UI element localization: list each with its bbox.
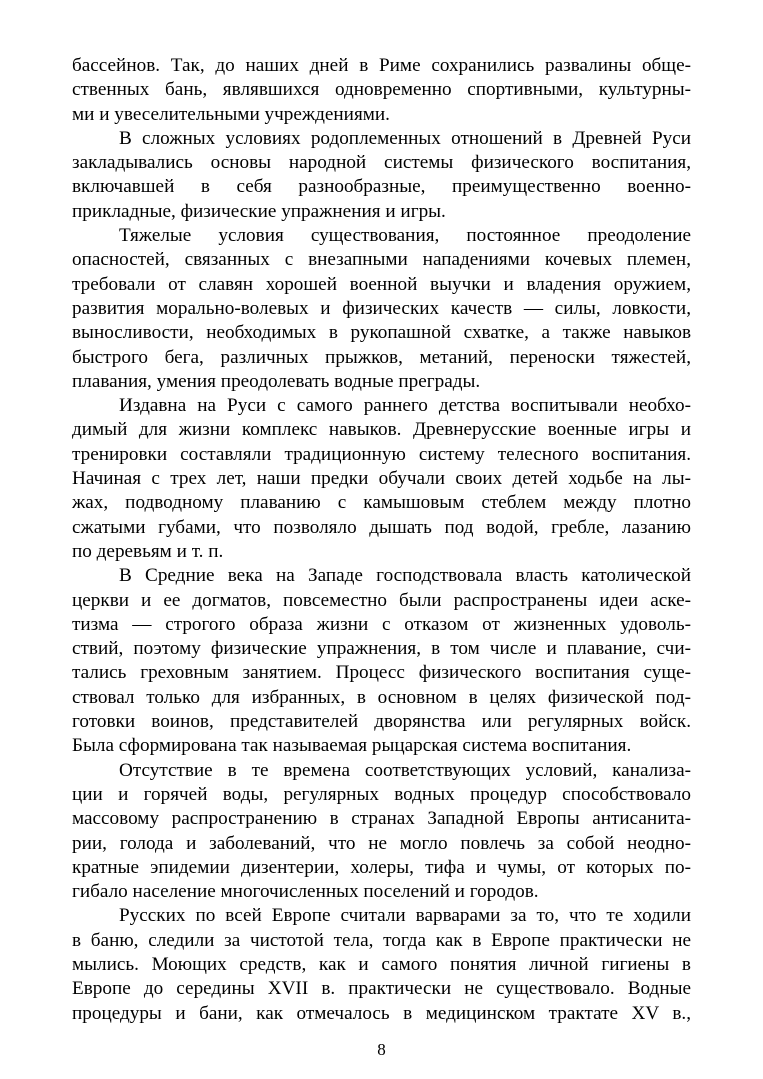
text-line: сжатыми губами, что позволяло дышать под водой, гребле, лазанию	[72, 516, 691, 538]
paragraph	[72, 54, 691, 127]
text-line: бассейнов. Так, до наших дней в Риме сохранились развалины обще-	[72, 55, 691, 76]
page-number: 8	[377, 1040, 386, 1059]
paragraph	[72, 127, 691, 224]
page-body	[72, 54, 691, 1026]
text-line: Была сформирована так называемая рыцарская система воспитания.	[72, 735, 632, 757]
text-line: ми и увеселительными учреждениями.	[72, 103, 390, 125]
text-line: массовому распространению в странах Западной Европы антисанита-	[72, 808, 691, 830]
text-line: опасностей, связанных с внезапными нападениями кочевых племен,	[72, 249, 691, 271]
paragraph	[72, 904, 691, 1025]
text-line: церкви и ее догматов, повсеместно были распространены идеи аске-	[72, 589, 691, 611]
text-line: развития морально-волевых и физических качеств — силы, ловкости,	[72, 297, 691, 319]
text-line: по деревьям и т. п.	[72, 540, 224, 562]
text-line: Тяжелые условия существования, постоянное преодоление	[119, 225, 691, 247]
text-line: включавшей в себя разнообразные, преимущественно военно-	[72, 176, 691, 198]
text-line: ственных бань, являвшихся одновременно спортивными, культурны-	[72, 79, 691, 101]
text-line: ствий, поэтому физические упражнения, в том числе и плавание, счи-	[72, 638, 691, 660]
paragraph	[72, 759, 691, 905]
text-line: жах, подводному плаванию с камышовым стеблем между плотно	[72, 492, 691, 514]
text-line: димый для жизни комплекс навыков. Древнерусские военные игры и	[72, 419, 691, 441]
text-line: в баню, следили за чистотой тела, тогда как в Европе практически не	[72, 929, 691, 951]
text-line: В Средние века на Западе господствовала власть католической	[119, 565, 691, 587]
text-line: готовки воинов, представителей дворянства или регулярных войск.	[72, 711, 691, 733]
text-line: выносливости, необходимых в рукопашной схватке, а также навыков	[72, 322, 691, 344]
text-line: Отсутствие в те времена соответствующих условий, канализа-	[119, 759, 691, 781]
text-line: тались греховным занятием. Процесс физического воспитания суще-	[72, 662, 691, 684]
text-line: кратные эпидемии дизентерии, холеры, тифа и чумы, от которых по-	[72, 856, 691, 878]
paragraph	[72, 394, 691, 564]
text-line: процедуры и бани, как отмечалось в медицинском трактате XV в.,	[72, 1002, 691, 1024]
text-line: плавания, умения преодолевать водные преграды.	[72, 370, 481, 392]
text-line: закладывались основы народной системы физического воспитания,	[72, 152, 691, 174]
text-line: В сложных условиях родоплеменных отношений в Древней Руси	[119, 127, 691, 149]
text-line: Издавна на Руси с самого раннего детства воспитывали необхо-	[119, 395, 691, 417]
paragraph	[72, 564, 691, 758]
text-line: тизма — строгого образа жизни с отказом от жизненных удоволь-	[72, 613, 691, 635]
text-line: Начиная с трех лет, наши предки обучали своих детей ходьбе на лы-	[72, 468, 691, 490]
text-line: быстрого бега, различных прыжков, метаний, переноски тяжестей,	[72, 346, 691, 368]
text-line: рии, голода и заболеваний, что не могло повлечь за собой неодно-	[72, 832, 691, 854]
text-line: мылись. Моющих средств, как и самого понятия личной гигиены в	[72, 953, 691, 975]
text-line: ции и горячей воды, регулярных водных процедур способствовало	[72, 783, 691, 805]
text-line: прикладные, физические упражнения и игры.	[72, 200, 446, 222]
text-line: Европе до середины XVII в. практически не существовало. Водные	[72, 978, 691, 1000]
paragraph	[72, 224, 691, 394]
text-line: ствовал только для избранных, в основном в целях физической под-	[72, 686, 691, 708]
text-line: требовали от славян хорошей военной выучки и владения оружием,	[72, 273, 691, 295]
text-line: гибало население многочисленных поселений и городов.	[72, 881, 539, 903]
text-line: Русских по всей Европе считали варварами за то, что те ходили	[119, 905, 691, 927]
text-line: тренировки составляли традиционную систему телесного воспитания.	[72, 443, 691, 465]
